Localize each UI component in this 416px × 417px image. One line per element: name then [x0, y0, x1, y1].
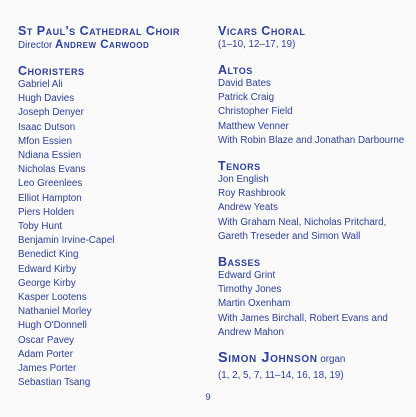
organist-role: organ — [320, 354, 346, 366]
spacer — [218, 244, 412, 255]
tenors-heading: Tenors — [218, 159, 261, 174]
list-item: David Bates — [218, 78, 271, 89]
list-item: With Graham Neal, Nicholas Pritchard, — [218, 216, 387, 228]
director-line — [18, 38, 208, 53]
list-item: Martin Oxenham — [218, 298, 291, 310]
list-item: Joseph Denyer — [18, 107, 84, 119]
list-item: James Porter — [18, 363, 77, 375]
spacer — [218, 148, 412, 159]
list-item: Toby Hunt — [18, 221, 63, 233]
list-item: Roy Rashbrook — [218, 188, 286, 200]
left-column — [18, 24, 208, 390]
vicars-heading: Vicars Choral — [218, 24, 306, 38]
spacer — [218, 52, 412, 63]
list-item: Jon English — [218, 174, 269, 186]
organist-tracks: (1, 2, 5, 7, 11–14, 16, 18, 19) — [218, 370, 344, 382]
list-item: Benedict King — [18, 249, 79, 261]
list-item: Kasper Lootens — [18, 292, 87, 304]
list-item: Ndiana Essien — [18, 150, 82, 162]
page-number: 9 — [205, 392, 211, 403]
list-item: Adam Porter — [18, 348, 73, 360]
list-item: Benjamin Irvine-Capel — [18, 235, 115, 247]
list-item: With Robin Blaze and Jonathan Darbourne — [218, 134, 405, 146]
list-item: Hugh Davies — [18, 93, 75, 105]
list-item: George Kirby — [18, 277, 76, 289]
director-name: Andrew Carwood — [55, 39, 150, 51]
list-item: Andrew Mahon — [218, 326, 284, 338]
choristers-heading: Choristers — [18, 64, 85, 78]
organist-line — [218, 349, 412, 369]
spacer — [18, 53, 208, 64]
basses-list — [218, 269, 412, 340]
list-item: Elliot Hampton — [18, 192, 82, 204]
list-item: Hugh O'Donnell — [18, 320, 87, 332]
list-item: Nicholas Evans — [18, 164, 86, 176]
organist-name: Simon Johnson — [218, 350, 318, 367]
altos-heading: Altos — [218, 63, 253, 77]
list-item: Edward Grint — [218, 270, 276, 282]
list-item: Mfon Essien — [18, 135, 72, 147]
list-item: Patrick Craig — [218, 92, 275, 104]
choristers-list — [18, 78, 208, 390]
altos-list — [218, 77, 412, 148]
choir-title: St Paul's Cathedral Choir — [18, 24, 180, 38]
list-item: Timothy Jones — [218, 284, 282, 296]
list-item: Piers Holden — [18, 206, 75, 218]
list-item: Matthew Venner — [218, 120, 289, 132]
spacer — [218, 340, 412, 349]
vicars-tracks: (1–10, 12–17, 19) — [218, 39, 296, 50]
list-item: Oscar Pavey — [18, 334, 75, 346]
list-item: With James Birchall, Robert Evans and — [218, 312, 388, 324]
list-item: Gabriel Ali — [18, 79, 63, 90]
list-item: Leo Greenlees — [18, 178, 83, 190]
list-item: Gareth Treseder and Simon Wall — [218, 230, 361, 242]
list-item: Edward Kirby — [18, 263, 77, 275]
tenors-list — [218, 173, 412, 244]
list-item: Christopher Field — [218, 106, 293, 118]
list-item: Andrew Yeats — [218, 202, 278, 214]
director-label: Director — [18, 40, 53, 51]
list-item: Sebastian Tsang — [18, 377, 91, 389]
list-item: Nathaniel Morley — [18, 306, 92, 318]
basses-heading: Basses — [218, 255, 261, 270]
list-item: Isaac Dutson — [18, 121, 76, 133]
right-column — [218, 24, 412, 383]
